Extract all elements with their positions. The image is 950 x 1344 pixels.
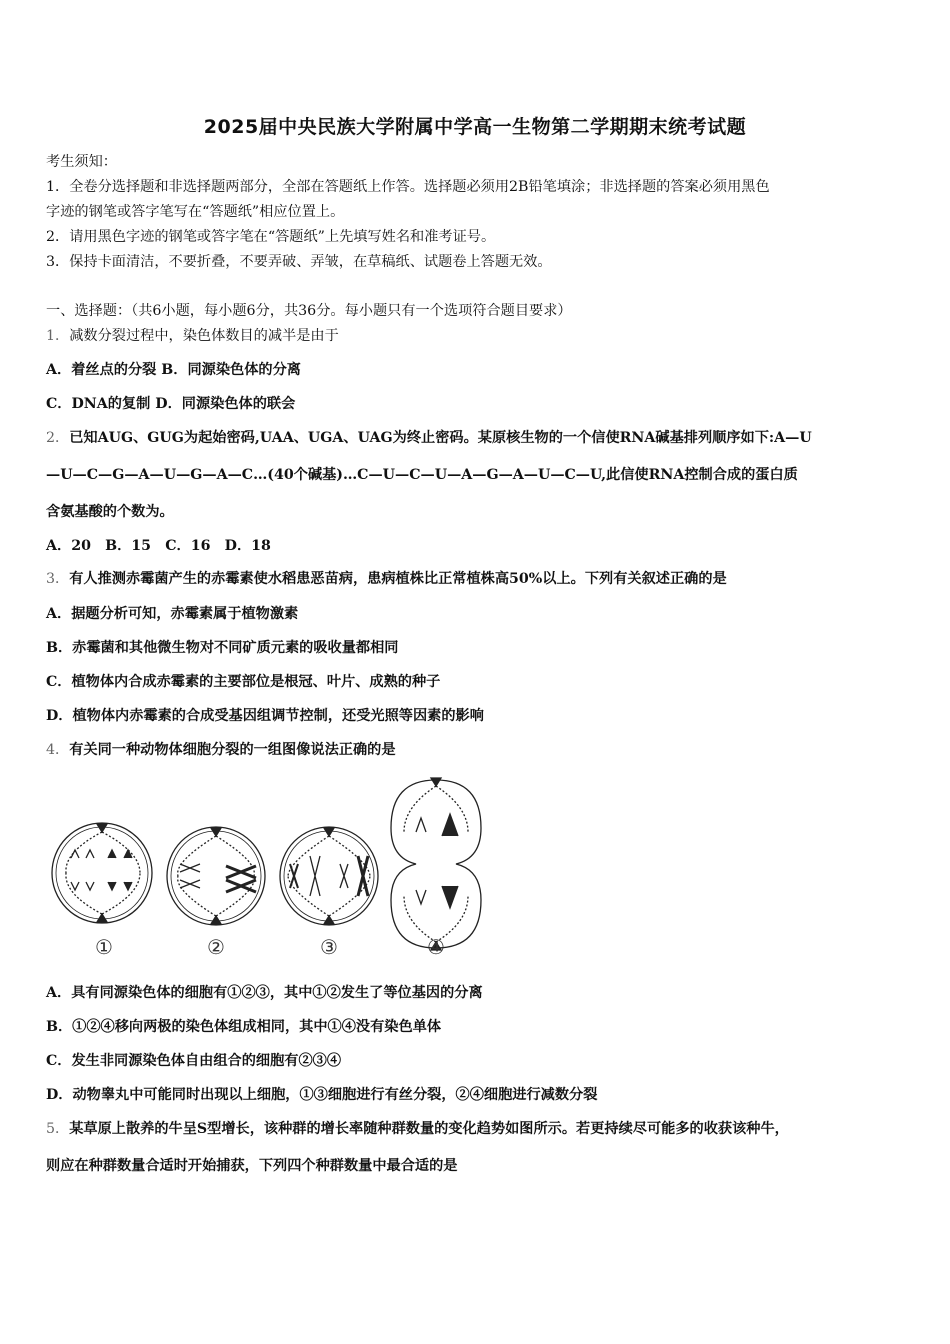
q1-option-ab: A．着丝点的分裂 B．同源染色体的分离 xyxy=(46,362,301,378)
q4-option-d: D．动物睾丸中可能同时出现以上细胞，①③细胞进行有丝分裂，②④细胞进行减数分裂 xyxy=(46,1087,598,1103)
question-number: 2． xyxy=(46,430,70,446)
question-stem: 已知AUG、GUG为起始密码,UAA、UGA、UAG为终止密码。某原核生物的一个信使RNA碱基排列顺序如下:A—U xyxy=(69,430,812,446)
q2-options: A．20 B．15 C．16 D．18 xyxy=(46,538,271,554)
q3-option-a: A．据题分析可知，赤霉素属于植物激素 xyxy=(46,606,299,622)
question-number: 5． xyxy=(46,1121,70,1137)
question-number: 3． xyxy=(46,571,70,587)
question-2 xyxy=(46,428,812,448)
q4-option-c: C．发生非同源染色体自由组合的细胞有②③④ xyxy=(46,1053,342,1069)
figure-label-2: ② xyxy=(207,935,225,959)
page-title: 2025届中央民族大学附属中学高一生物第二学期期末统考试题 xyxy=(203,116,747,138)
notice-item-1: 1．全卷分选择题和非选择题两部分，全部在答题纸上作答。选择题必须用2B铅笔填涂；非选择题的答案必须用黑色 xyxy=(46,179,770,195)
cell-4-diagram xyxy=(391,778,481,950)
question-2-cont2: 含氨基酸的个数为。 xyxy=(46,504,174,520)
question-5 xyxy=(46,1119,789,1139)
question-5-cont: 则应在种群数量合适时开始捕获，下列四个种群数量中最合适的是 xyxy=(46,1158,458,1174)
notice-item-2: 2．请用黑色字迹的钢笔或答字笔在“答题纸”上先填写姓名和准考证号。 xyxy=(46,229,496,245)
q1-option-cd: C．DNA的复制 D．同源染色体的联会 xyxy=(46,396,296,412)
question-stem: 减数分裂过程中，染色体数目的减半是由于 xyxy=(69,328,339,344)
section-heading: 一、选择题：（共6小题，每小题6分，共36分。每小题只有一个选项符合题目要求） xyxy=(46,303,572,319)
question-number: 1． xyxy=(46,328,70,344)
question-4 xyxy=(46,740,396,760)
question-stem: 有人推测赤霉菌产生的赤霉素使水稻患恶苗病，患病植株比正常植株高50%以上。下列有关叙述正确的是 xyxy=(69,571,727,587)
question-3 xyxy=(46,569,727,589)
question-number: 4． xyxy=(46,742,70,758)
notice-heading: 考生须知： xyxy=(46,154,117,170)
figure-label-1: ① xyxy=(95,935,113,959)
question-stem: 某草原上散养的牛呈S型增长，该种群的增长率随种群数量的变化趋势如图所示。若更持续尽可能多的收获该种牛， xyxy=(69,1121,789,1137)
q3-option-c: C．植物体内合成赤霉素的主要部位是根冠、叶片、成熟的种子 xyxy=(46,674,441,690)
q3-option-b: B．赤霉菌和其他微生物对不同矿质元素的吸收量都相同 xyxy=(46,640,399,656)
notice-item-1-cont: 字迹的钢笔或答字笔写在“答题纸”相应位置上。 xyxy=(46,204,345,220)
figure-label-4: ④ xyxy=(427,935,445,959)
question-stem: 有关同一种动物体细胞分裂的一组图像说法正确的是 xyxy=(69,742,396,758)
cell-3-diagram xyxy=(280,827,378,925)
cell-1-diagram xyxy=(52,823,152,923)
notice-item-3: 3．保持卡面清洁，不要折叠，不要弄破、弄皱，在草稿纸、试题卷上答题无效。 xyxy=(46,254,552,270)
cell-2-diagram xyxy=(167,827,265,925)
q3-option-d: D．植物体内赤霉素的合成受基因组调节控制，还受光照等因素的影响 xyxy=(46,708,484,724)
q4-option-b: B．①②④移向两极的染色体组成相同，其中①④没有染色单体 xyxy=(46,1019,442,1035)
cell-division-figure xyxy=(44,772,494,962)
q4-option-a: A．具有同源染色体的细胞有①②③，其中①②发生了等位基因的分离 xyxy=(46,985,483,1001)
question-2-cont: —U—C—G—A—U—G—A—C…(40个碱基)…C—U—C—U—A—G—A—U—C—U,此信使RNA控制合成的蛋白质 xyxy=(46,467,798,483)
figure-label-3: ③ xyxy=(320,935,338,959)
question-1 xyxy=(46,326,339,346)
